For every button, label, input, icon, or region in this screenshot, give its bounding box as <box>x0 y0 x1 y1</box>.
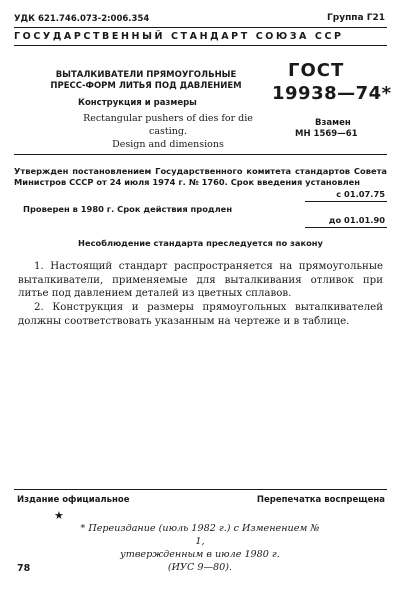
reissue-note-line-2: утвержденным в июле 1980 г. <box>120 549 280 560</box>
title-ru-line-2: ПРЕСС-ФОРМ ЛИТЬЯ ПОД ДАВЛЕНИЕМ <box>50 81 242 91</box>
effective-date-rule <box>305 201 387 202</box>
page-number: 78 <box>17 563 31 574</box>
extended-date: до 01.01.90 <box>328 215 385 225</box>
footer-rule <box>14 489 387 490</box>
official-edition-label: Издание официальное <box>17 495 130 505</box>
replaces-label: Взамен <box>315 118 351 128</box>
reprint-prohibited-label: Перепечатка воспрещена <box>256 495 385 505</box>
section-rule <box>14 154 387 155</box>
violation-notice: Несоблюдение стандарта преследуется по закону <box>78 238 323 248</box>
paragraph-1: 1. Настоящий стандарт распространяется на прямоугольные выталкиватели, применяемые для выталкивания отливок при литье под давлением деталей из цветных сплавов. <box>18 261 383 300</box>
subtitle-ru: Конструкция и размеры <box>78 98 197 108</box>
reissue-note-line-3: (ИУС 9—80). <box>167 562 233 573</box>
title-en-line-1: Rectangular pushers of dies for die casting. <box>83 113 253 137</box>
gost-number: 19938—74* <box>272 83 392 104</box>
paragraph-2: 2. Конструкция и размеры прямоугольных выталкивателей должны соответствовать указанным на чертеже и в таблице. <box>18 302 383 327</box>
replaces-value: МН 1569—61 <box>295 129 358 139</box>
title-en <box>68 112 268 151</box>
effective-date: с 01.07.75 <box>336 189 385 199</box>
extended-date-rule <box>305 227 387 228</box>
state-standard-heading: ГОСУДАРСТВЕННЫЙ СТАНДАРТ СОЮЗА ССР <box>14 31 344 42</box>
title-ru <box>46 70 246 92</box>
heading-rule <box>14 45 387 46</box>
top-rule <box>14 27 387 28</box>
star-icon: ★ <box>54 509 64 522</box>
checked-text: Проверен в 1980 г. Срок действия продлен <box>23 204 233 214</box>
udk-code: УДК 621.746.073-2:006.354 <box>14 14 150 24</box>
approval-text: Утвержден постановлением Государственного комитета стандартов Совета Министров СССР от 24 июля 1974 г. № 1760. Срок введения установлен <box>14 166 387 187</box>
title-en-line-2: Design and dimensions <box>112 139 224 150</box>
reissue-note <box>80 522 320 574</box>
title-ru-line-1: ВЫТАЛКИВАТЕЛИ ПРЯМОУГОЛЬНЫЕ <box>55 70 237 80</box>
gost-label: ГОСТ <box>288 60 345 81</box>
group-code: Группа Г21 <box>327 13 385 23</box>
reissue-note-line-1: * Переиздание (июль 1982 г.) с Изменением № 1, <box>80 523 320 547</box>
